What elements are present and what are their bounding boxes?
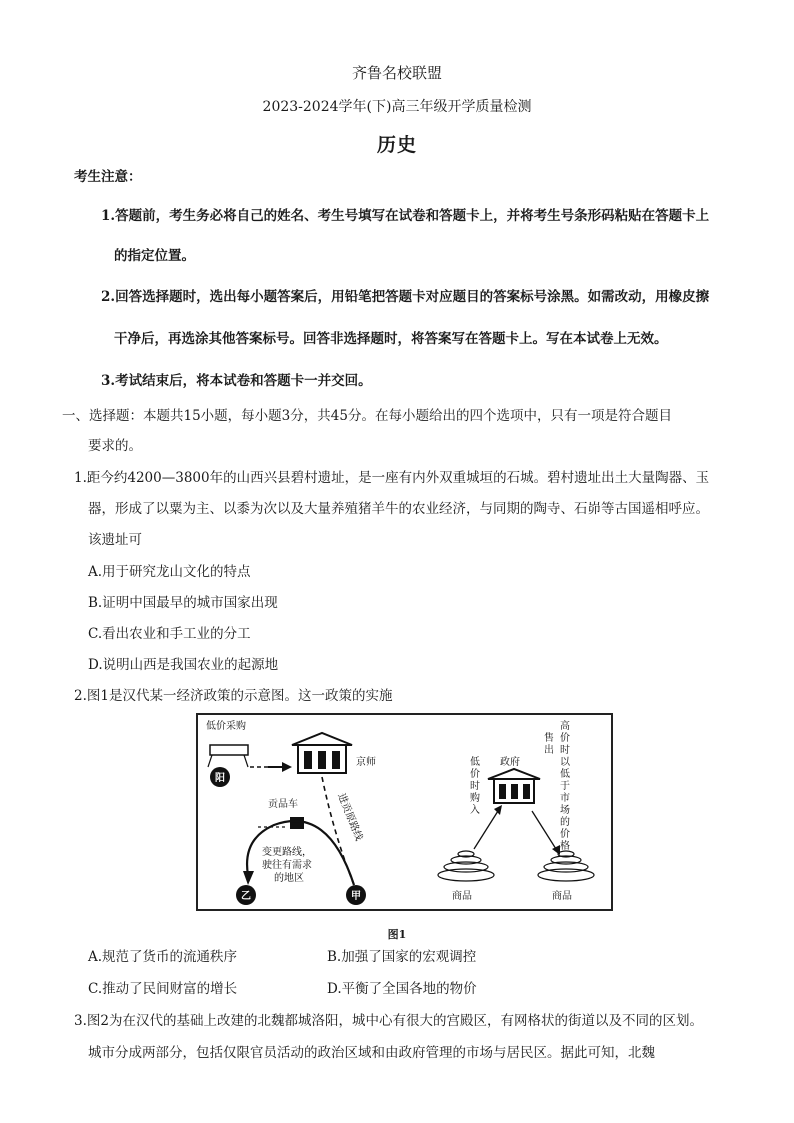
fig-tribute-cart: 贡品车 <box>268 799 298 810</box>
svg-text:价: 价 <box>560 829 570 840</box>
fig-gov: 政府 <box>500 757 520 768</box>
exam-title: 2023-2024学年(下)高三年级开学质量检测 <box>262 99 532 115</box>
fig-route: 进贡原路线 <box>335 792 365 843</box>
fig-change-3: 的地区 <box>274 873 304 884</box>
svg-text:低: 低 <box>560 769 570 780</box>
question-2-option-c: C.推动了民间财富的增长 <box>88 981 238 997</box>
svg-text:售: 售 <box>544 733 554 744</box>
fig-change-1: 变更路线， <box>262 847 312 858</box>
svg-text:低: 低 <box>470 757 480 768</box>
figure-1-caption: 图1 <box>387 928 407 941</box>
section-1-line-2: 要求的。 <box>88 438 142 454</box>
fig-sell-out <box>544 731 554 756</box>
question-3-line-2: 城市分成两部分，包括仅限官员活动的政治区域和由政府管理的市场与居民区。据此可知，北魏 <box>88 1045 655 1061</box>
notice-item-2-line-2: 干净后，再选涂其他答案标号。回答非选择题时，将答案写在答题卡上。写在本试卷上无效。 <box>114 331 668 347</box>
svg-text:价: 价 <box>470 769 480 780</box>
fig-yi: 乙 <box>241 891 251 902</box>
svg-text:高: 高 <box>560 721 570 732</box>
fig-low-buy: 低价采购 <box>206 721 246 732</box>
question-1-option-b: B.证明中国最早的城市国家出现 <box>88 595 278 611</box>
fig-low-in <box>470 756 480 816</box>
svg-text:时: 时 <box>560 745 570 756</box>
svg-text:时: 时 <box>470 781 480 792</box>
goods-pile-left-icon <box>438 851 494 881</box>
cart-icon <box>210 745 248 755</box>
svg-text:阳: 阳 <box>215 773 225 784</box>
capital-building-icon <box>292 733 352 773</box>
tribute-cart-icon <box>290 817 304 829</box>
question-2-option-d: D.平衡了全国各地的物价 <box>327 981 477 997</box>
government-building-icon <box>488 769 540 803</box>
question-1-option-a: A.用于研究龙山文化的特点 <box>88 564 251 580</box>
svg-text:于: 于 <box>560 781 570 792</box>
question-1-line-2: 器，形成了以粟为主、以黍为次以及大量养殖猪羊牛的农业经济，与同期的陶寺、石峁等古国遥相呼应。 <box>88 501 709 517</box>
svg-text:出: 出 <box>544 745 554 756</box>
svg-text:入: 入 <box>470 805 480 816</box>
question-3-line-1: 3.图2为在汉代的基础上改建的北魏都城洛阳，城中心有很大的宫殿区，有网格状的街道以及不同的区划。 <box>74 1013 703 1029</box>
svg-text:购: 购 <box>470 793 480 804</box>
notice-item-3: 3.考试结束后，将本试卷和答题卡一并交回。 <box>101 373 372 389</box>
svg-text:的: 的 <box>560 817 570 828</box>
question-1-option-c: C.看出农业和手工业的分工 <box>88 626 251 642</box>
question-2-option-b: B.加强了国家的宏观调控 <box>327 949 477 965</box>
fig-goods-left: 商品 <box>452 891 472 902</box>
fig-jia: 甲 <box>351 891 361 902</box>
svg-text:以: 以 <box>560 757 570 768</box>
svg-text:格: 格 <box>560 841 570 852</box>
question-2-option-a: A.规范了货币的流通秩序 <box>88 949 238 965</box>
question-1-option-d: D.说明山西是我国农业的起源地 <box>88 657 279 673</box>
subject-title: 历史 <box>376 134 417 156</box>
svg-text:市: 市 <box>560 793 570 804</box>
goods-pile-right-icon <box>538 851 594 881</box>
figure-1 <box>196 713 613 911</box>
notice-title: 考生注意： <box>74 169 142 185</box>
fig-jingshi: 京师 <box>356 757 376 768</box>
question-1-line-3: 该遗址可 <box>88 532 142 548</box>
question-1-line-1: 1.距今约4200—3800年的山西兴县碧村遗址，是一座有内外双重城垣的石城。碧村遗址出土大量陶器、玉 <box>74 470 710 486</box>
notice-item-1-line-1: 1.答题前，考生务必将自己的姓名、考生号填写在试卷和答题卡上，并将考生号条形码粘贴在答题卡上 <box>101 208 710 224</box>
notice-item-2-line-1: 2.回答选择题时，选出每小题答案后，用铅笔把答题卡对应题目的答案标号涂黑。如需改动，用橡皮擦 <box>101 289 710 305</box>
fig-high-note <box>560 719 571 852</box>
section-1-line-1: 一、选择题：本题共15小题，每小题3分，共45分。在每小题给出的四个选项中，只有一项是符合题目 <box>62 408 672 424</box>
fig-goods-right: 商品 <box>552 891 572 902</box>
alliance-title: 齐鲁名校联盟 <box>351 64 442 82</box>
svg-text:价: 价 <box>560 733 570 744</box>
question-2-stem: 2.图1是汉代某一经济政策的示意图。这一政策的实施 <box>74 688 393 704</box>
fig-change-2: 驶往有需求 <box>262 860 312 871</box>
notice-item-1-line-2: 的指定位置。 <box>114 248 195 264</box>
svg-text:场: 场 <box>560 805 570 816</box>
figure-1-illustration <box>198 715 611 909</box>
